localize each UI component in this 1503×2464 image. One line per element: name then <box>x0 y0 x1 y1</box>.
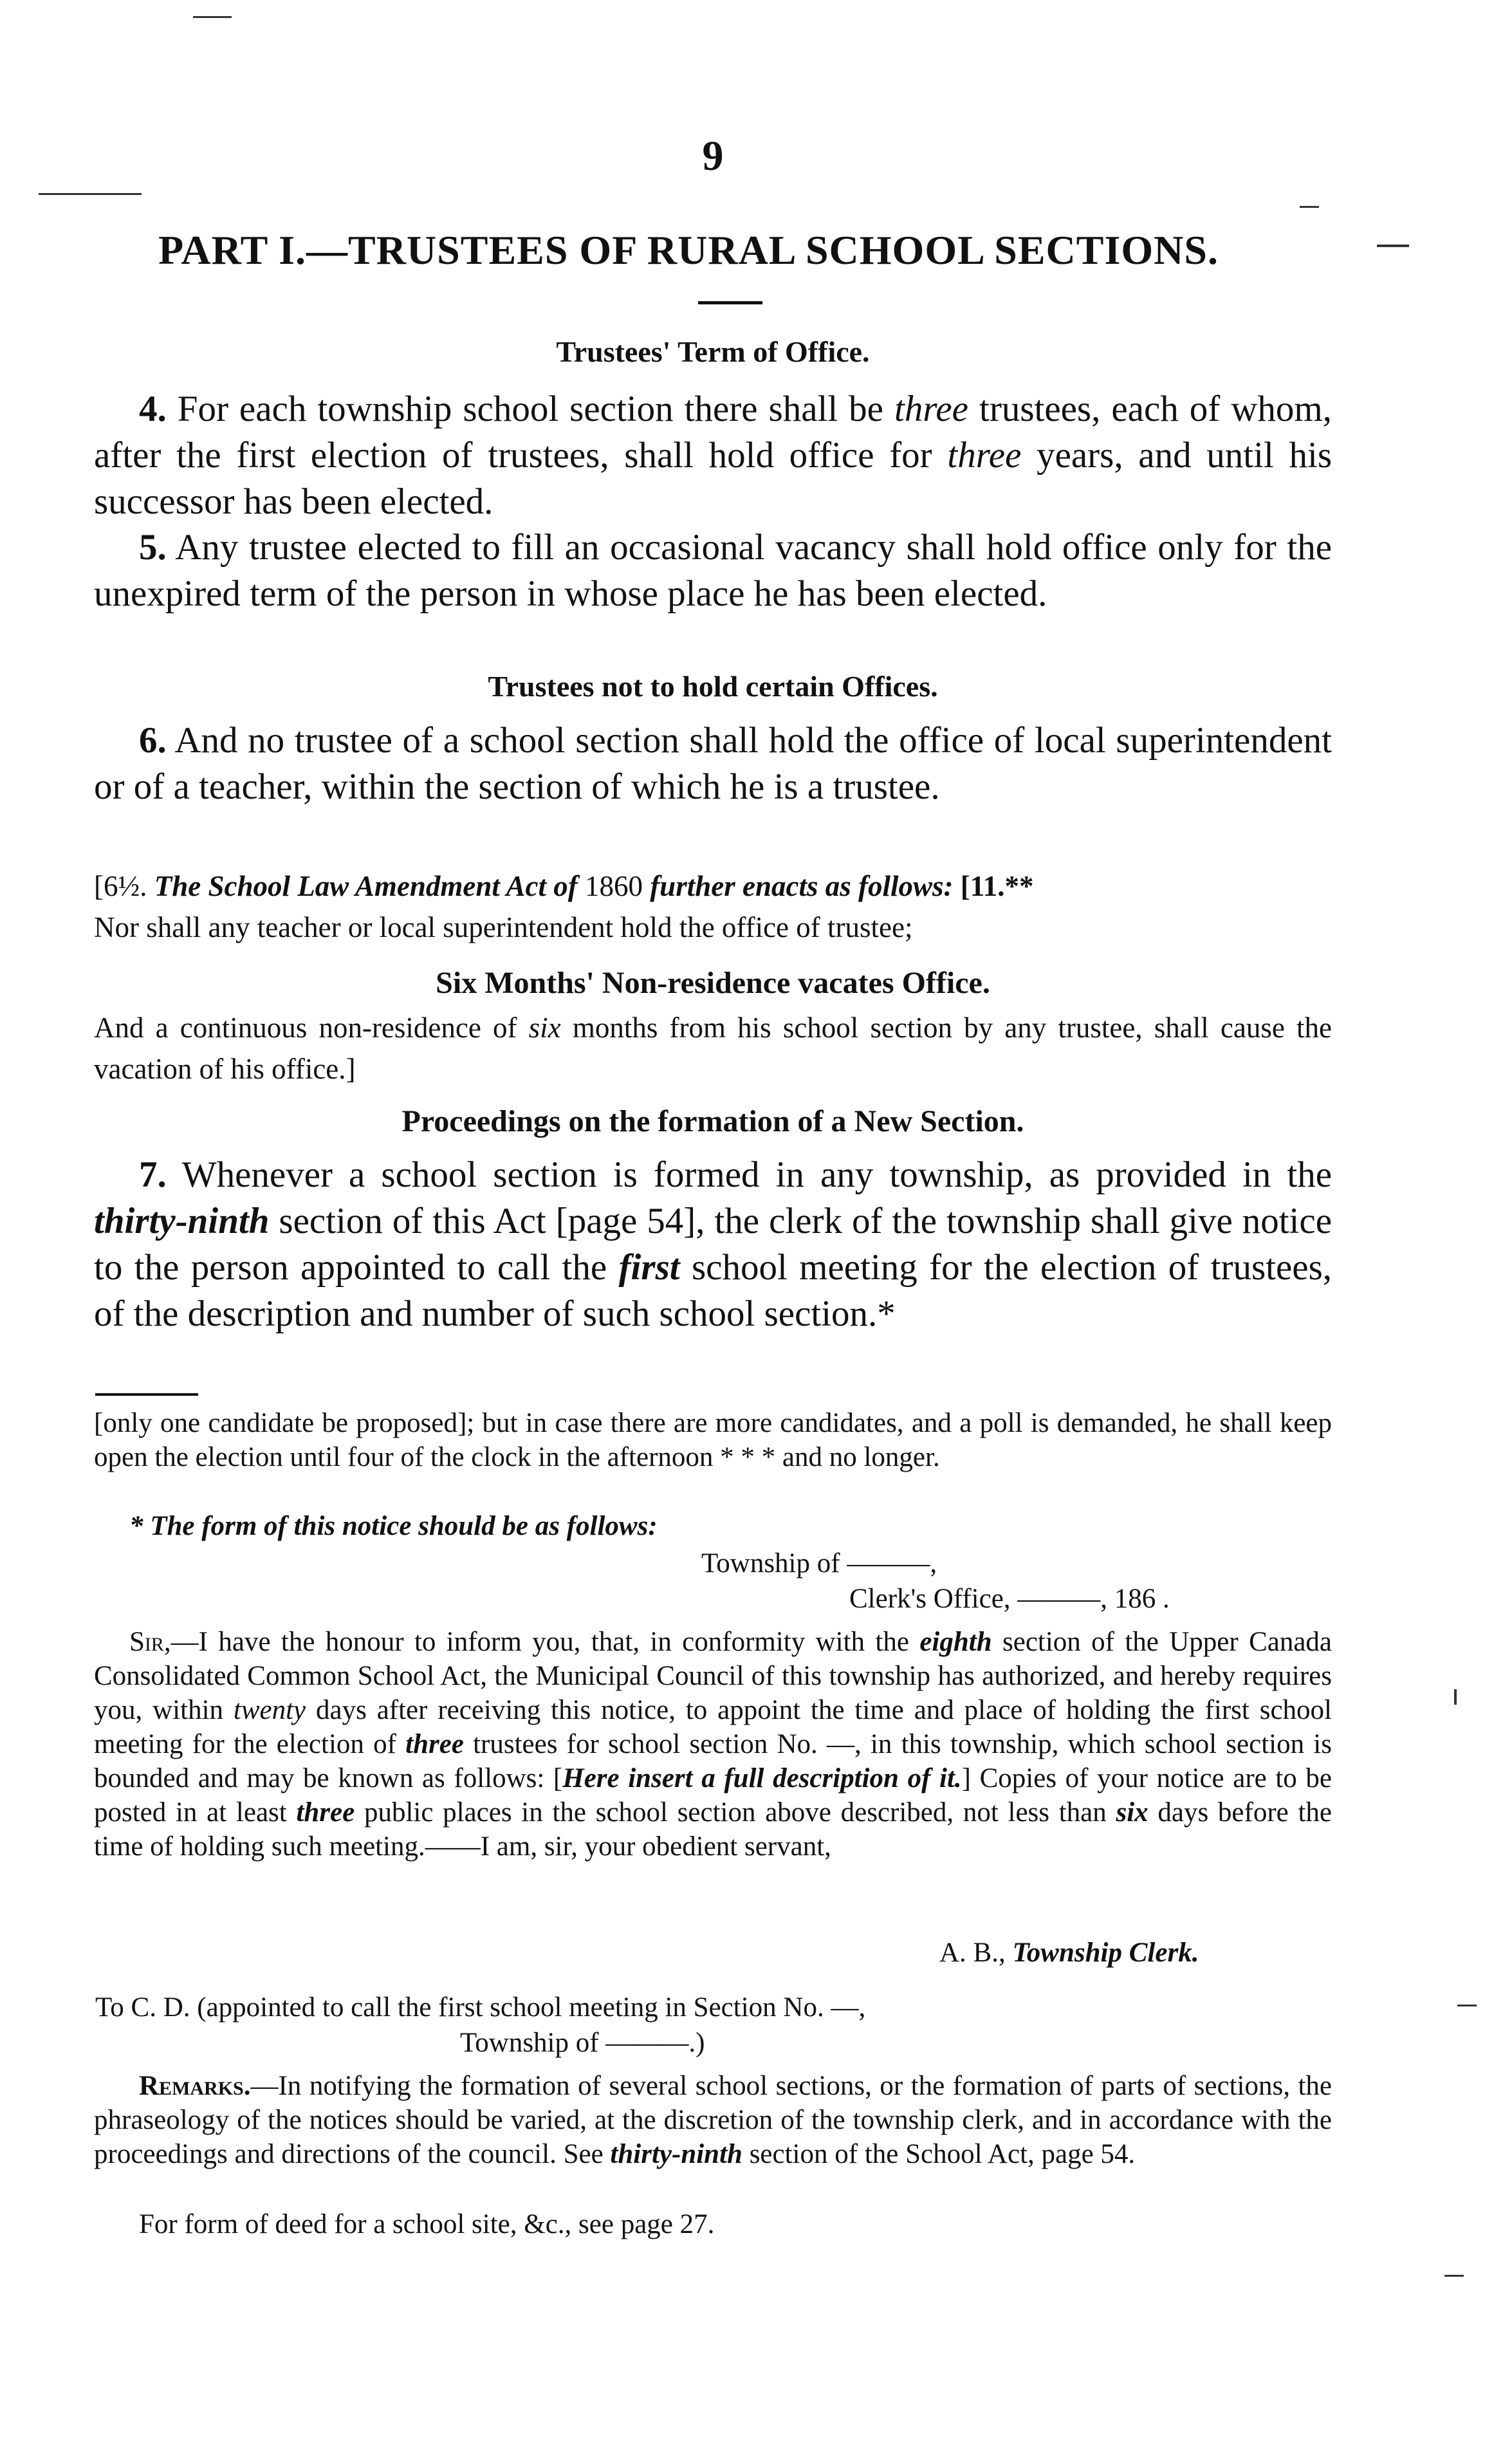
section-6-half-text: Nor shall any teacher or local superintendent hold the office of trustee; <box>94 911 913 943</box>
section-7-number: 7. <box>139 1154 167 1195</box>
scan-speck <box>39 193 142 195</box>
footnote-continuation: [only one candidate be proposed]; but in case there are more candidates, and a poll is demanded, he shall keep open the election until four of the clock in the afternoon * * * and no longer. <box>94 1408 1332 1472</box>
letter-text-e: days after receiving this notice, to appoint the time and place of holding the first school meeting for the election of <box>94 1695 1332 1759</box>
letter-text-i: ] Copies of your notice are to be posted in at least <box>94 1763 1332 1828</box>
letter-text-k: public places in the school section above described, not less than <box>355 1797 1116 1828</box>
section-6-half-act-title: The School Law Amendment Act of <box>154 870 578 902</box>
page-number: 9 <box>702 133 724 180</box>
section-7-text-a: Whenever a school section is formed in any township, as provided in the <box>166 1154 1332 1195</box>
footnote-rule <box>95 1393 198 1396</box>
addressee-township-line: Township of ———.) <box>460 2028 705 2058</box>
section-6-text: And no trustee of a school section shall hold the office of local superintendent or of a teacher, within the section of which he is a trustee. <box>94 720 1332 807</box>
letter-emph-six: six <box>1116 1797 1148 1828</box>
section-6 <box>94 718 1332 810</box>
scan-speck <box>1300 206 1319 208</box>
remarks <box>94 2069 1332 2171</box>
scan-speck <box>1444 2275 1464 2277</box>
part-title: PART I.—TRUSTEES OF RURAL SCHOOL SECTIONS. <box>158 227 1219 273</box>
title-rule <box>698 301 762 304</box>
section-7-emph-thirty-ninth: thirty-ninth <box>94 1201 270 1241</box>
section-5-text: Any trustee elected to fill an occasional vacancy shall hold office only for the unexpired term of the person in whose place he has been elected. <box>94 527 1332 614</box>
township-line: Township of ———, <box>701 1548 937 1579</box>
section-4-number: 4. <box>139 389 167 429</box>
section-4-text-a: For each township school section there shall be <box>166 389 894 429</box>
heading-non-residence: Six Months' Non-residence vacates Office. <box>436 966 990 1000</box>
non-residence-text-a: And a continuous non-residence of <box>94 1012 529 1044</box>
letter-text-a: —I have the honour to inform you, that, in conformity with the <box>171 1627 920 1657</box>
section-4-text-c: trustees, each of whom, after the first election of trustees, shall hold office for <box>94 389 1332 476</box>
notice-letter <box>94 1625 1332 1864</box>
section-6-half-number: [6½. <box>94 870 154 902</box>
scan-speck <box>193 16 232 18</box>
signature-initials: A. B., <box>939 1938 1013 1968</box>
section-6-half-ref: [11.** <box>953 870 1034 902</box>
non-residence-text <box>94 1007 1332 1089</box>
scan-speck <box>1377 245 1409 247</box>
section-6-number: 6. <box>139 720 167 761</box>
form-intro: * The form of this notice should be as follows: <box>129 1511 658 1541</box>
section-7-emph-first: first <box>618 1247 680 1288</box>
non-residence-emph-six: six <box>528 1012 561 1044</box>
letter-text-c: section of the Upper Canada Consolidated Common School Act, the Municipal Council of this township has authorized, and hereby requires you, within <box>94 1627 1332 1725</box>
section-6-half-year: 1860 <box>577 870 650 902</box>
section-4-emph-three: three <box>894 389 968 429</box>
letter-emph-eighth: eighth <box>919 1627 992 1657</box>
heading-term-of-office: Trustees' Term of Office. <box>556 335 870 368</box>
signature-title: Township Clerk. <box>1012 1938 1199 1968</box>
section-7 <box>94 1152 1332 1337</box>
scan-speck <box>1457 2005 1477 2006</box>
section-7-text-e: school meeting for the election of trustees, of the description and number of such school section.* <box>94 1247 1332 1334</box>
letter-emph-three: three <box>405 1729 464 1759</box>
section-5-number: 5. <box>139 527 167 568</box>
deed-line: For form of deed for a school site, &c., see page 27. <box>139 2209 715 2239</box>
remarks-emph-thirty-ninth: thirty-ninth <box>610 2139 742 2169</box>
signature <box>939 1937 1199 1968</box>
letter-salutation: Sir, <box>129 1627 171 1657</box>
addressee-line: To C. D. (appointed to call the first school meeting in Section No. —, <box>95 1992 866 2023</box>
letter-emph-three-places: three <box>296 1797 355 1828</box>
remarks-text-a: —In notifying the formation of several school sections, or the formation of parts of sections, the phraseology of the notices should be varied, at the discretion of the township clerk, and in accordance with the proceedings and directions of the council. See <box>94 2071 1332 2169</box>
letter-emph-twenty: twenty <box>233 1695 306 1725</box>
clerk-office-line: Clerk's Office, ———, 186 . <box>849 1584 1170 1614</box>
remarks-label: Remarks. <box>139 2071 251 2101</box>
letter-text-m: days before the time of holding such meeting.——I am, sir, your obedient servant, <box>94 1797 1332 1862</box>
section-4-text-e: years, and until his successor has been elected. <box>94 435 1332 522</box>
scan-speck <box>1454 1689 1457 1705</box>
letter-text-g: trustees for school section No. —, in this township, which school section is bounded and may be known as follows: [ <box>94 1729 1332 1793</box>
section-6-half-enacts: further enacts as follows: <box>650 870 954 902</box>
section-5 <box>94 524 1332 617</box>
section-4-emph-three-years: three <box>947 435 1022 476</box>
section-7-text-c: section of this Act [page 54], the clerk of the township shall give notice to the person appointed to call the <box>94 1201 1332 1288</box>
remarks-text-c: section of the School Act, page 54. <box>742 2139 1136 2169</box>
letter-emph-insert-description: Here insert a full description of it. <box>562 1763 962 1793</box>
section-6-half <box>94 866 1332 948</box>
non-residence-text-c: months from his school section by any trustee, shall cause the vacation of his office.] <box>94 1012 1332 1085</box>
section-4 <box>94 386 1332 525</box>
heading-not-hold-offices: Trustees not to hold certain Offices. <box>488 670 938 703</box>
heading-new-section: Proceedings on the formation of a New Section. <box>401 1104 1024 1138</box>
